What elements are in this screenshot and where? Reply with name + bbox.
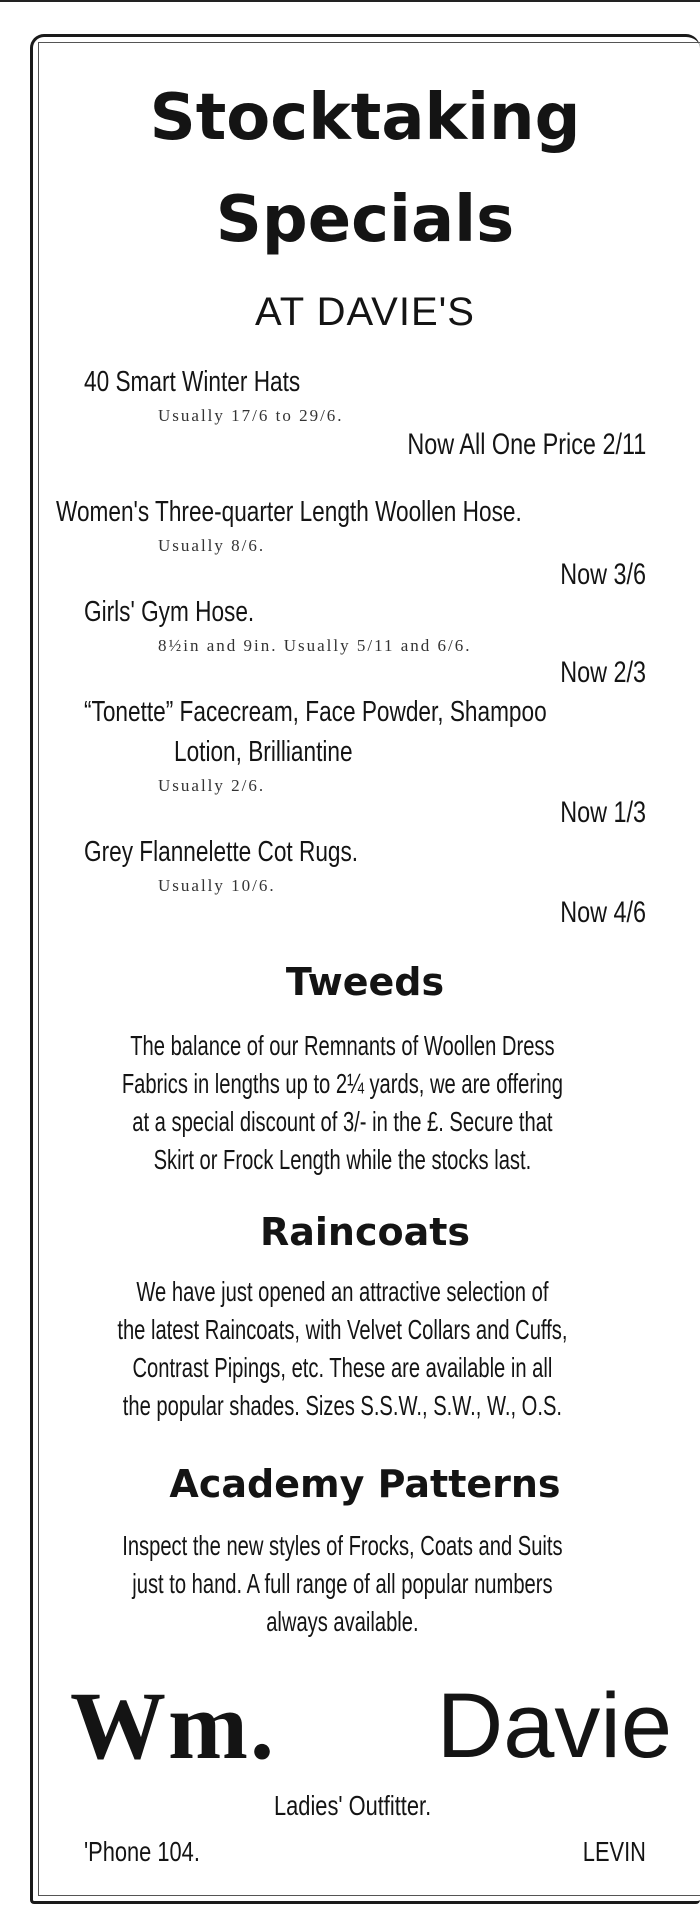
item-name: Women's Three-quarter Length Woollen Hose. <box>56 496 522 528</box>
item-now-price: Now All One Price 2/11 <box>407 428 646 461</box>
raincoats-line: We have just opened an attractive selection of <box>136 1276 549 1307</box>
brand-last-name: Davie <box>436 1675 672 1777</box>
tweeds-line: Skirt or Frock Length while the stocks last. <box>153 1144 532 1175</box>
patterns-line: always available. <box>266 1606 419 1637</box>
phone-number: 'Phone 104. <box>84 1836 200 1867</box>
tweeds-line: The balance of our Remnants of Woollen Dress <box>130 1030 555 1061</box>
item-now-price: Now 3/6 <box>560 558 646 591</box>
patterns-line: just to hand. A full range of all popular numbers <box>132 1568 553 1599</box>
item-usual-price: Usually 17/6 to 29/6. <box>158 406 344 425</box>
item-name: “Tonette” Facecream, Face Powder, Shampoo <box>84 696 547 728</box>
raincoats-line: the popular shades. Sizes S.S.W., S.W., W., O.S. <box>122 1390 563 1421</box>
item-name: Girls' Gym Hose. <box>84 596 255 628</box>
item-now-price: Now 4/6 <box>560 896 646 929</box>
title-line-1: Stocktaking <box>149 81 581 155</box>
item-usual-price: Usually 2/6. <box>158 776 266 795</box>
item-now-price: Now 2/3 <box>560 656 646 689</box>
item-usual-price: Usually 8/6. <box>158 536 266 555</box>
tweeds-line: at a special discount of 3/- in the £. Secure that <box>132 1106 553 1137</box>
title-line-2: Specials <box>215 183 515 257</box>
top-rule <box>0 0 700 2</box>
section-heading-patterns: Academy Patterns <box>169 1462 561 1506</box>
town-name: LEVIN <box>582 1836 646 1867</box>
patterns-line: Inspect the new styles of Frocks, Coats and Suits <box>122 1530 563 1561</box>
raincoats-line: the latest Raincoats, with Velvet Collars and Cuffs, <box>117 1314 568 1345</box>
item-name: Grey Flannelette Cot Rugs. <box>84 836 359 868</box>
section-heading-raincoats: Raincoats <box>259 1210 471 1254</box>
subtitle: AT DAVIE'S <box>255 290 475 334</box>
tweeds-line: Fabrics in lengths up to 2¼ yards, we are offering <box>121 1068 563 1099</box>
item-name-line-2: Lotion, Brilliantine <box>174 736 353 768</box>
item-usual-price: 8½in and 9in. Usually 5/11 and 6/6. <box>158 636 472 655</box>
item-usual-price: Usually 10/6. <box>158 876 276 895</box>
brand-first-name: Wm. <box>70 1672 276 1779</box>
raincoats-line: Contrast Pipings, etc. These are available in all <box>132 1352 553 1383</box>
section-heading-tweeds: Tweeds <box>285 960 445 1004</box>
brand-tagline: Ladies' Outfitter. <box>274 1790 432 1821</box>
item-name: 40 Smart Winter Hats <box>84 366 301 398</box>
item-now-price: Now 1/3 <box>560 796 646 829</box>
